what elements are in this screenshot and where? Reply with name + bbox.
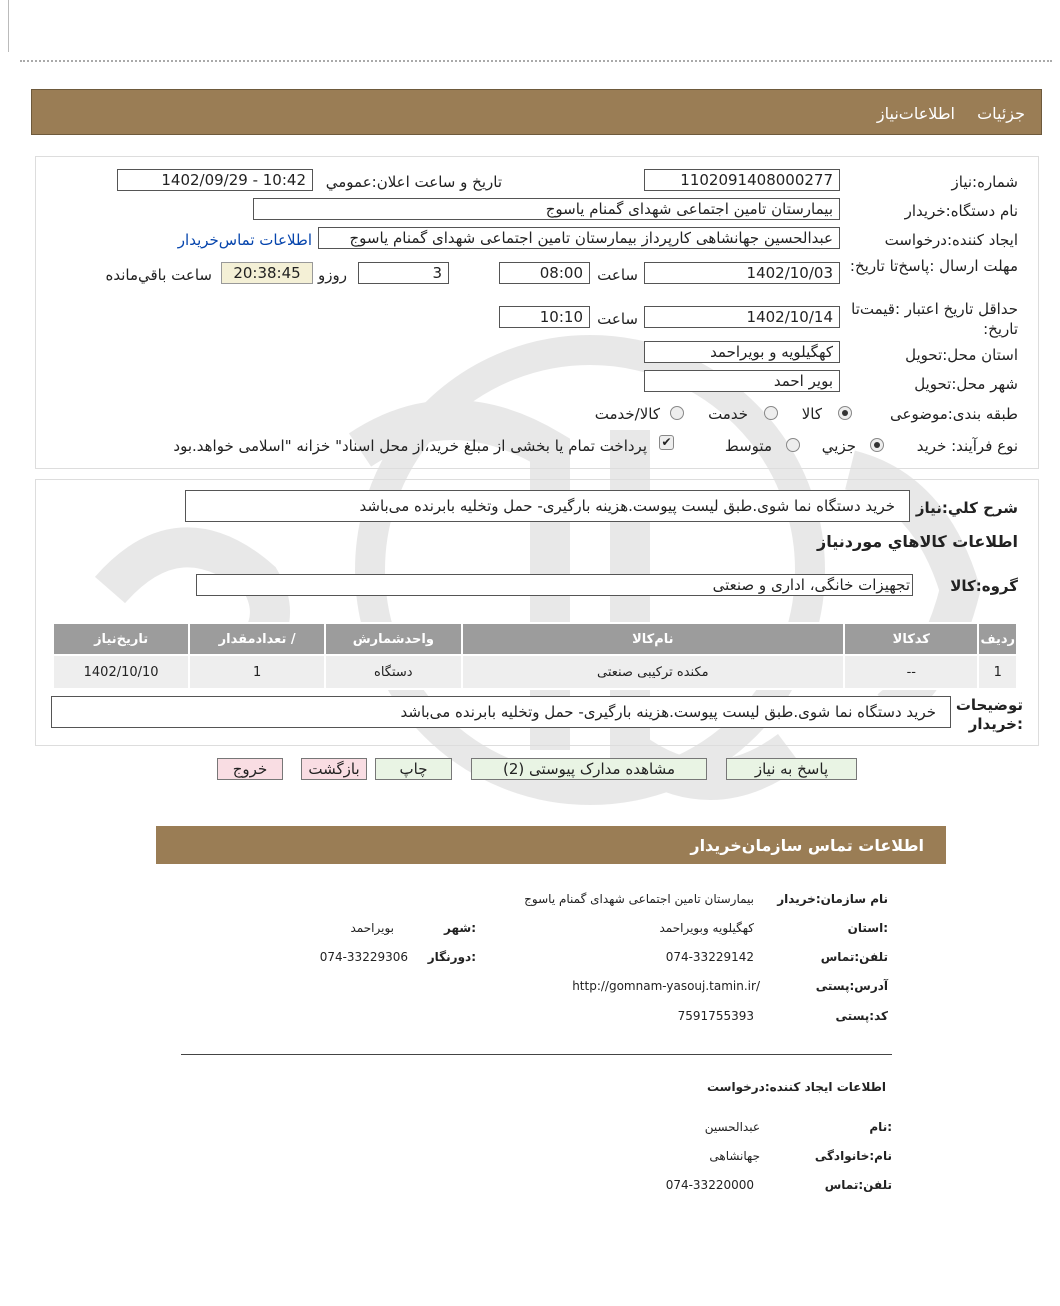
category-label: طبقه بندی:موضوعی [890, 405, 1018, 423]
contact-fax-label: :دورنگار [427, 950, 476, 964]
goods-table [52, 622, 1018, 690]
announce-field: 1402/09/29 - 10:42 [117, 169, 313, 191]
creator-phone-label: تلفن:تماس [824, 1178, 892, 1192]
contact-fax-value: 074-33229306 [319, 950, 408, 964]
category-option-goods: کالا [801, 405, 822, 423]
print-button[interactable]: چاپ [375, 758, 452, 780]
col-row: ردیف [978, 623, 1017, 655]
cell-qty: 1 [189, 655, 325, 689]
validity-hour-label: ساعت [597, 310, 638, 328]
contact-section-header [156, 826, 946, 864]
creator-family-label: نام:خانوادگی [814, 1149, 892, 1163]
buyer-contact-link[interactable]: اطلاعات تماس‌خریدار [177, 231, 312, 249]
left-border-line [8, 0, 9, 52]
cell-unit: دستگاه [325, 655, 461, 689]
city-field: بویر احمد [644, 370, 840, 392]
category-option-service: خدمت [708, 405, 748, 423]
countdown-timer: 20:38:45 [221, 262, 313, 284]
general-desc-field: خرید دستگاه نما شوی.طبق لیست پیوست.هزینه بارگیری- حمل وتخلیه بابرنده می‌باشد [185, 490, 910, 522]
table-row [53, 655, 1017, 689]
cell-code: -- [844, 655, 978, 689]
col-date: تاریخ‌نیاز [53, 623, 189, 655]
col-code: کدکالا [844, 623, 978, 655]
contact-divider [181, 1054, 892, 1055]
dotted-separator [20, 60, 1052, 62]
creator-info-title: اطلاعات ایجاد کننده:درخواست [706, 1080, 886, 1094]
creator-name-value: عبدالحسین [704, 1120, 760, 1134]
reply-button[interactable]: پاسخ به نیاز [726, 758, 857, 780]
contact-org-label: نام سازمان:خریدار [777, 892, 888, 906]
need-number-field: 1102091408000277 [644, 169, 840, 191]
validity-label: حداقل تاریخ اعتبار :قیمت‌تا تاریخ: [851, 300, 1018, 338]
creator-name-label: :نام [869, 1120, 892, 1134]
creator-phone-value: 074-33220000 [665, 1178, 754, 1192]
col-name: نام‌کالا [462, 623, 844, 655]
contact-postal-value: 7591755393 [677, 1009, 754, 1023]
col-qty: / تعدادمقدار [189, 623, 325, 655]
province-label: استان محل:تحویل [905, 346, 1018, 364]
category-radio-goods-service[interactable] [670, 406, 684, 420]
category-radio-goods[interactable] [838, 406, 852, 420]
contact-address-label: آدرس:پستی [815, 979, 888, 993]
contact-postal-label: کد:پستی [835, 1009, 888, 1023]
remaining-label: ساعت باقي‌مانده [105, 266, 212, 284]
group-field: تجهیزات خانگی، اداری و صنعتی [196, 574, 913, 596]
process-radio-medium[interactable] [786, 438, 800, 452]
creator-label: ایجاد کننده:درخواست [884, 231, 1018, 249]
col-unit: واحدشمارش [325, 623, 461, 655]
category-option-goods-service: کالا/خدمت [594, 405, 660, 423]
general-desc-label: شرح کلي:نیاز [915, 499, 1018, 517]
creator-family-value: جهانشاهی [709, 1149, 760, 1163]
announce-label: تاریخ و ساعت اعلان:عمومي [325, 173, 502, 191]
city-label: شهر محل:تحویل [914, 375, 1018, 393]
buyer-org-label: نام دستگاه:خریدار [904, 202, 1018, 220]
payment-note: پرداخت تمام یا بخشی از مبلغ خرید،از محل اسناد" خزانه "اسلامی خواهد.بود [173, 437, 647, 455]
back-button[interactable]: بازگشت [301, 758, 367, 780]
group-label: گروه:کالا [950, 577, 1018, 595]
cell-name: مکنده ترکیبی صنعتی [462, 655, 844, 689]
attachments-button[interactable]: مشاهده مدارک پیوستی (2) [471, 758, 707, 780]
process-label: نوع فرآیند: خرید [916, 437, 1018, 455]
process-radio-minor[interactable] [870, 438, 884, 452]
contact-phone-label: تلفن:تماس [820, 950, 888, 964]
contact-org-value: بیمارستان تامین اجتماعی شهدای گمنام یاسوج [524, 892, 754, 906]
tab-need-info[interactable]: اطلاعات‌نیاز [876, 104, 955, 123]
contact-city-label: :شهر [444, 921, 476, 935]
deadline-time-field: 08:00 [499, 262, 590, 284]
header-bar [31, 89, 1042, 135]
process-option-minor: جزيي [821, 437, 856, 455]
contact-section-title: اطلاعات تماس سازمان‌خریدار [690, 836, 924, 855]
buyer-org-field: بیمارستان تامین اجتماعی شهدای گمنام یاسوج [253, 198, 840, 220]
need-number-label: شماره:نیاز [951, 173, 1018, 191]
cell-row: 1 [978, 655, 1017, 689]
validity-date-field: 1402/10/14 [644, 306, 840, 328]
deadline-label: مهلت ارسال :پاسخ‌تا تاریخ: [849, 257, 1018, 275]
deadline-hour-label: ساعت [597, 266, 638, 284]
buyer-notes-label: توضیحات :خریدار [955, 696, 1023, 733]
creator-field: عبدالحسین جهانشاهی کارپرداز بیمارستان تامین اجتماعی شهدای گمنام یاسوج [318, 227, 840, 249]
tab-details[interactable]: جزئیات [977, 104, 1025, 123]
contact-province-value: کهگیلویه وبویراحمد [659, 921, 754, 935]
contact-address-value: http://gomnam-yasouj.tamin.ir/ [572, 979, 760, 993]
contact-phone-value: 074-33229142 [665, 950, 754, 964]
days-field: 3 [358, 262, 449, 284]
process-option-medium: متوسط [724, 437, 772, 455]
buyer-notes-field: خرید دستگاه نما شوی.طبق لیست پیوست.هزینه بارگیری- حمل وتخلیه بابرنده می‌باشد [51, 696, 951, 728]
goods-info-title: اطلاعات کالاهاي موردنیاز [817, 532, 1018, 551]
days-label: روزو [318, 266, 347, 284]
exit-button[interactable]: خروج [217, 758, 283, 780]
province-field: کهگیلویه و بویراحمد [644, 341, 840, 363]
category-radio-service[interactable] [764, 406, 778, 420]
contact-province-label: :استان [847, 921, 888, 935]
deadline-date-field: 1402/10/03 [644, 262, 840, 284]
payment-checkbox[interactable]: ✔ [659, 435, 674, 450]
validity-time-field: 10:10 [499, 306, 590, 328]
cell-date: 1402/10/10 [53, 655, 189, 689]
contact-city-value: بویراحمد [350, 921, 394, 935]
